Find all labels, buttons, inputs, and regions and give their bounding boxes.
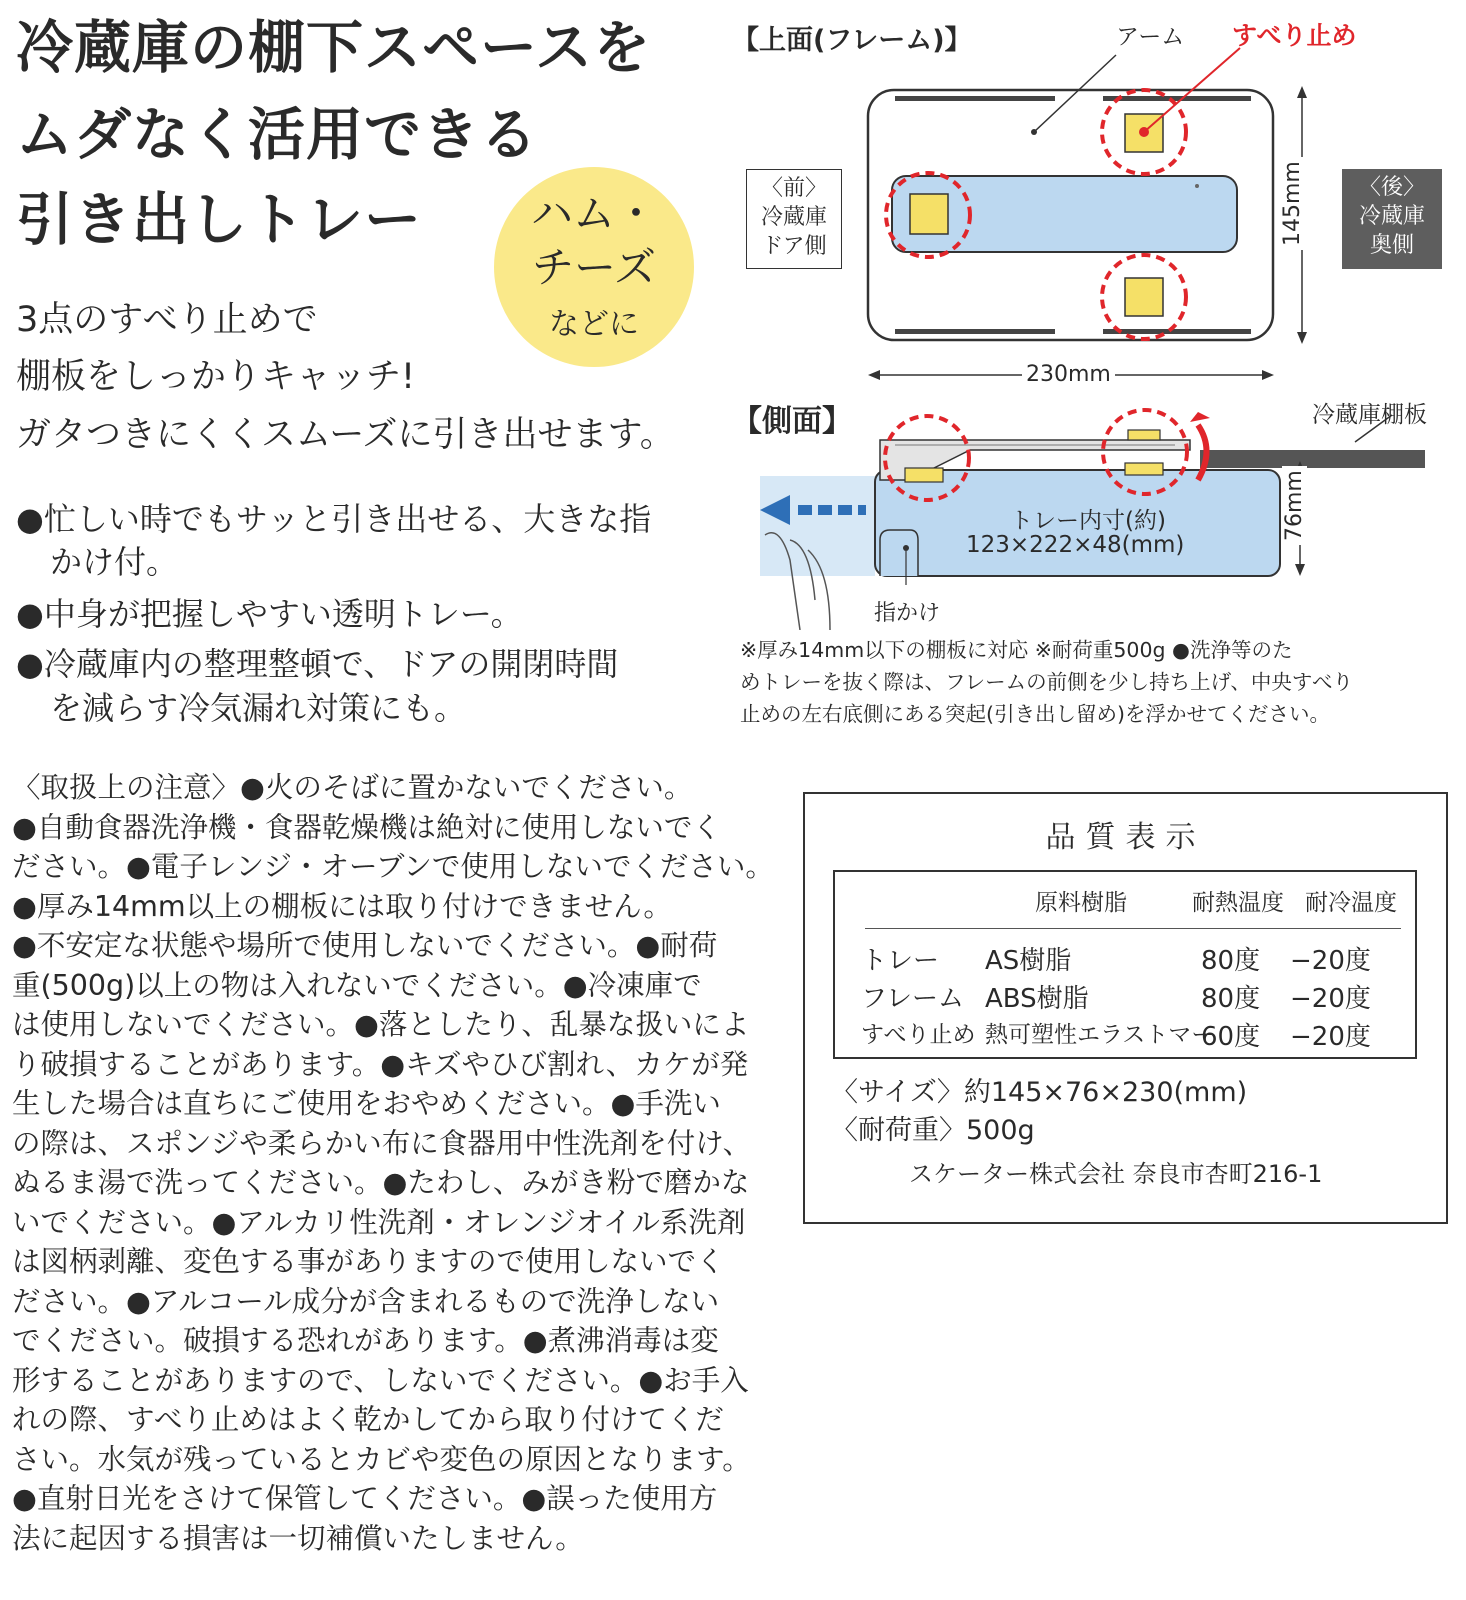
finger-grip-label: 指かけ	[874, 601, 941, 626]
side-view-heading: 【側面】	[732, 404, 852, 439]
inner-size-value: 123×222×48(mm)	[966, 532, 1185, 558]
top-view-heading: 【上面(フレーム)】	[732, 25, 972, 56]
feature-3-line-2: を減らす冷気漏れ対策にも。	[50, 689, 467, 727]
row-material: 熱可塑性エラストマー	[985, 1022, 1215, 1048]
caution-line: れの際、すべり止めはよく乾かしてから取り付けてくだ	[12, 1403, 724, 1436]
top-view-frame	[868, 48, 1307, 380]
title-line-3: 引き出しトレー	[16, 187, 422, 253]
caution-line: は使用しないでください。●落としたり、乱暴な扱いによ	[12, 1008, 750, 1041]
row-part: フレーム	[861, 984, 964, 1014]
caution-line: いでください。●アルカリ性洗剤・オレンジオイル系洗剤	[12, 1205, 746, 1239]
caution-line: 法に起因する損害は一切補償いたしません。	[12, 1521, 584, 1555]
front-box-line-3: ドア側	[761, 234, 827, 259]
badge-line-2: チーズ	[532, 243, 656, 292]
caution-line: 重(500g)以上の物は入れないでください。●冷凍庫で	[12, 968, 702, 1002]
row-heat: 80度	[1201, 984, 1261, 1014]
row-material: AS樹脂	[985, 946, 1072, 976]
caution-line: ぬるま湯で洗ってください。●たわし、みがき粉で磨かな	[12, 1166, 750, 1199]
note-line-1: ※厚み14mm以下の棚板に対応 ※耐荷重500g ●洗浄等のた	[740, 638, 1293, 662]
caution-line: ださい。●電子レンジ・オーブンで使用しないでください。	[12, 850, 774, 883]
row-heat: 80度	[1201, 946, 1261, 976]
back-box-line-1: 〈後〉	[1358, 175, 1425, 200]
row-cold: −20度	[1290, 984, 1371, 1014]
subtitle-line-2: 棚板をしっかりキャッチ!	[16, 357, 416, 397]
front-side-box	[746, 169, 842, 269]
inner-size-label: トレー内寸(約)	[1010, 508, 1166, 534]
front-box-line-2: 冷蔵庫	[760, 205, 827, 230]
caution-line: でください。破損する恐れがあります。●煮沸消毒は変	[12, 1324, 719, 1357]
header-material: 原料樹脂	[1035, 890, 1127, 916]
back-box-line-2: 冷蔵庫	[1358, 204, 1425, 229]
badge-line-1: ハム・	[530, 189, 657, 238]
size-info: 〈サイズ〉約145×76×230(mm)	[831, 1077, 1248, 1108]
feature-2-line-1: ●中身が把握しやすい透明トレー。	[16, 595, 523, 633]
company-info: スケーター株式会社 奈良市杏町216-1	[909, 1160, 1323, 1188]
height-dimension: 145mm	[1280, 157, 1305, 250]
note-line-2: めトレーを抜く際は、フレームの前側を少し持ち上げ、中央すべり	[740, 670, 1353, 694]
ham-cheese-badge	[494, 167, 694, 367]
header-divider	[865, 928, 1401, 929]
header-cold: 耐冷温度	[1305, 890, 1397, 916]
caution-line: ●厚み14mm以上の棚板には取り付けできません。	[12, 889, 672, 923]
note-line-3: 止めの左右底側にある突起(引き出し留め)を浮かせてください。	[740, 702, 1330, 726]
width-dimension: 230mm	[1022, 362, 1115, 387]
subtitle-line-3: ガタつきにくくスムーズに引き出せます。	[16, 415, 675, 455]
row-cold: −20度	[1290, 1022, 1371, 1052]
side-height-dimension: 76mm	[1282, 466, 1307, 545]
row-heat: 60度	[1201, 1022, 1261, 1052]
feature-1-line-2: かけ付。	[50, 543, 179, 581]
shelf-label: 冷蔵庫棚板	[1312, 402, 1427, 428]
title-line-1: 冷蔵庫の棚下スペースを	[16, 15, 652, 81]
row-part: トレー	[861, 946, 940, 976]
arm-label: アーム	[1116, 24, 1185, 50]
row-part: すべり止め	[861, 1022, 976, 1048]
quality-table	[833, 870, 1417, 1059]
caution-line: 形することがありますので、しないでください。●お手入	[12, 1363, 749, 1397]
caution-line: り破損することがあります。●キズやひび割れ、カケが発	[12, 1047, 749, 1081]
subtitle-line-1: 3点のすべり止めで	[16, 300, 318, 340]
feature-3-line-1: ●冷蔵庫内の整理整頓で、ドアの開閉時間	[16, 645, 619, 683]
quality-title: 品質表示	[1045, 820, 1206, 855]
quality-label-box	[803, 792, 1448, 1224]
row-material: ABS樹脂	[985, 984, 1089, 1014]
back-side-box	[1342, 169, 1442, 269]
row-cold: −20度	[1290, 946, 1371, 976]
caution-line: ●直射日光をさけて保管してください。●誤った使用方	[12, 1482, 718, 1515]
caution-line: の際は、スポンジや柔らかい布に食器用中性洗剤を付け、	[12, 1126, 752, 1160]
caution-line: は図柄剥離、変色する事がありますので使用しないでく	[12, 1245, 725, 1278]
header-heat: 耐熱温度	[1192, 890, 1284, 916]
caution-line: ださい。●アルコール成分が含まれるもので洗浄しない	[12, 1284, 720, 1318]
badge-line-3: などに	[549, 307, 639, 342]
caution-block	[12, 768, 774, 1558]
front-box-line-1: 〈前〉	[760, 176, 827, 201]
anti-slip-label: すべり止め	[1232, 21, 1357, 50]
load-info: 〈耐荷重〉500g	[831, 1115, 1035, 1146]
title-line-2: ムダなく活用できる	[16, 102, 538, 168]
feature-1-line-1: ●忙しい時でもサッと引き出せる、大きな指	[16, 500, 652, 538]
caution-line: ●自動食器洗浄機・食器乾燥機は絶対に使用しないでく	[12, 810, 721, 844]
caution-line: ●不安定な状態や場所で使用しないでください。●耐荷	[12, 929, 718, 962]
back-box-line-3: 奥側	[1369, 233, 1414, 258]
caution-line: 〈取扱上の注意〉●火のそばに置かないでください。	[12, 771, 693, 804]
caution-line: さい。水気が残っているとカビや変色の原因となります。	[12, 1442, 751, 1476]
caution-line: 生した場合は直ちにご使用をおやめください。●手洗い	[12, 1087, 721, 1120]
